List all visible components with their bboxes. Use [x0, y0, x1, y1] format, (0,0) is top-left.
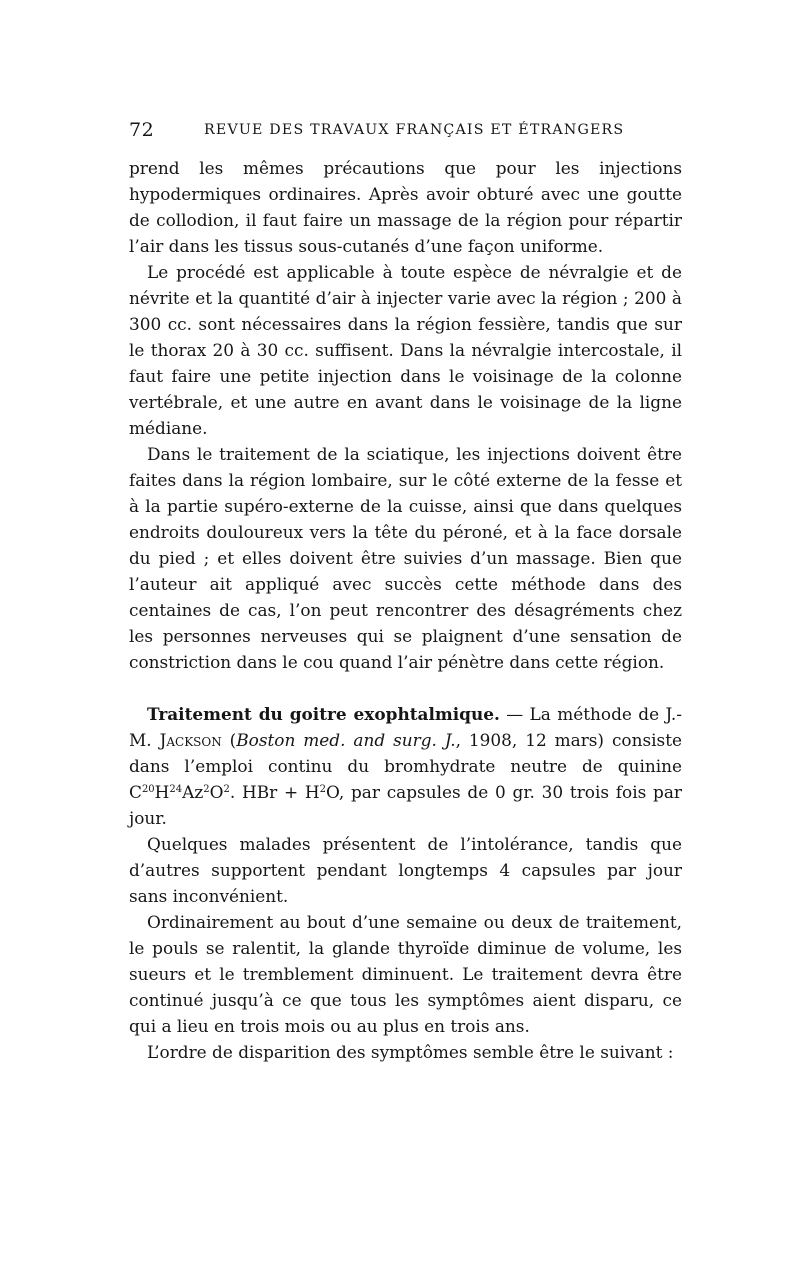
running-head-title: REVUE DES TRAVAUX FRANÇAIS ET ÉTRANGERS	[204, 122, 625, 138]
author-name: Jackson	[159, 730, 222, 750]
formula-hbr: . HBr + H	[229, 782, 320, 802]
paragraph-procedure: Le procédé est applicable à toute espèce de névralgie et de névrite et la quantité d’air à injecter varie avec la région ; 200 à 300 cc. sont nécessaires dans la région fessière, tandis que sur le thorax 20 à 30 cc. suffisent. Dans la névralgie intercostale, il faut faire une petite injection dans le voisinage de la colonne vertébrale, et une autre en avant dans le voisinage de la ligne médiane.	[129, 262, 682, 438]
formula-c-count: 20	[141, 784, 155, 795]
citation-rest: , 1908, 12 mars) consiste dans l’emploi continu du bromhydrate neutre de quinine	[129, 730, 682, 776]
formula-h: H	[154, 782, 170, 802]
paragraph-treatment-course: Ordinairement au bout d’une semaine ou deux de traitement, le pouls se ralentit, la glande thyroïde diminue de volume, les sueurs et le tremblement diminuent. Le traitement devra être continué jusqu’à ce que tous les symptômes aient disparu, ce qui a lieu en trois mois ou au plus en trois ans.	[129, 912, 682, 1036]
citation-open: (	[221, 730, 237, 750]
paragraph-intolerance: Quelques malades présentent de l’intolérance, tandis que d’autres supportent pendant longtemps 4 capsules par jour sans inconvénient.	[129, 834, 682, 906]
chemical-formula	[129, 782, 339, 802]
section-dash: — La méthode de J.-M.	[129, 704, 682, 750]
dosage-text: , par capsules de 0 gr. 30 trois fois par jour.	[129, 782, 682, 828]
body-text	[129, 155, 682, 1065]
section-title: Traitement du goitre exophtalmique.	[147, 704, 500, 724]
formula-o-end: O	[326, 782, 339, 802]
section-spacer	[129, 675, 682, 701]
formula-c: C	[129, 782, 142, 802]
journal-title: Boston med. and surg. J.	[236, 730, 456, 750]
formula-az: Az	[182, 782, 204, 802]
formula-o: O	[209, 782, 224, 802]
paragraph-symptom-order: L’ordre de disparition des symptômes semble être le suivant :	[147, 1042, 674, 1062]
formula-o-count: 2	[223, 784, 230, 795]
paragraph-continued: prend les mêmes précautions que pour les injections hypodermiques ordinaires. Après avoir obturé avec une goutte de collodion, il faut faire un massage de la région pour répartir l’air dans les tissus sous-cutanés d’une façon uniforme.	[129, 158, 682, 256]
paragraph-sciatica: Dans le traitement de la sciatique, les injections doivent être faites dans la région lombaire, sur le côté externe de la fesse et à la partie supéro-externe de la cuisse, ainsi que dans quelques endroits douloureux vers la tête du péroné, et à la face dorsale du pied ; et elles doivent être suivies d’un massage. Bien que l’auteur ait appliqué avec succès cette méthode dans des centaines de cas, l’on peut rencontrer des désagréments chez les personnes nerveuses qui se plaignent d’une sensation de constriction dans le cou quand l’air pénètre dans cette région.	[129, 444, 682, 672]
formula-h-count: 24	[169, 784, 183, 795]
formula-az-count: 2	[203, 784, 210, 795]
section-intro-paragraph	[129, 701, 682, 831]
formula-h2o-count: 2	[319, 784, 326, 795]
running-head	[129, 119, 682, 143]
page-number: 72	[129, 119, 155, 141]
